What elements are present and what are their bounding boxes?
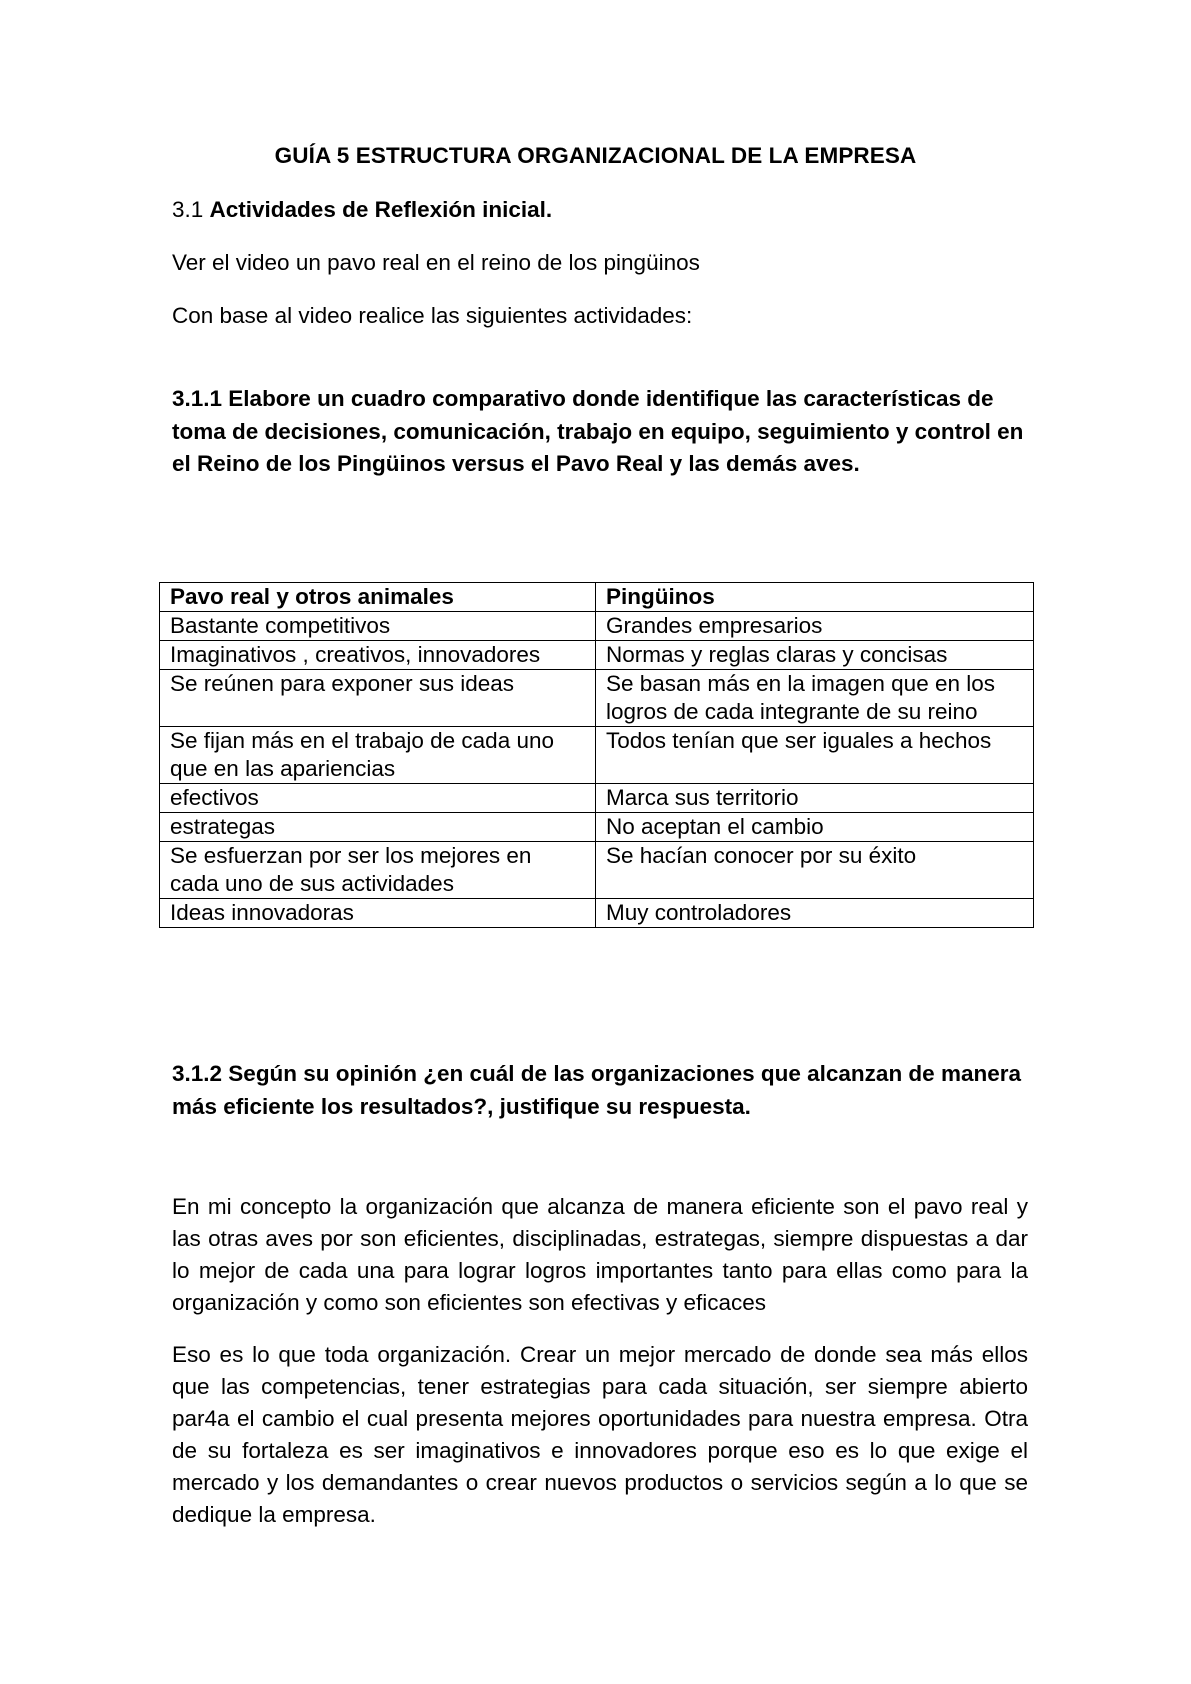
section-3-1-heading bbox=[172, 197, 552, 223]
table-cell: Marca sus territorio bbox=[596, 784, 1034, 813]
table-cell: estrategas bbox=[160, 813, 596, 842]
table-row bbox=[160, 842, 1034, 899]
table-cell: Normas y reglas claras y concisas bbox=[596, 641, 1034, 670]
heading-3-1-1: 3.1.1 Elabore un cuadro comparativo donde identifique las características de toma de decisiones, comunicación, trabajo en equipo, seguimiento y control en el Reino de los Pingüinos versus el Pavo Real y las demás aves. bbox=[172, 386, 1024, 476]
table-row bbox=[160, 813, 1034, 842]
table-cell: Se basan más en la imagen que en los logros de cada integrante de su reino bbox=[596, 670, 1034, 727]
table-cell: Imaginativos , creativos, innovadores bbox=[160, 641, 596, 670]
intro-line-1: Ver el video un pavo real en el reino de los pingüinos bbox=[172, 250, 700, 275]
table-cell: Bastante competitivos bbox=[160, 612, 596, 641]
table-cell: Muy controladores bbox=[596, 899, 1034, 928]
section-number: 3.1 bbox=[172, 197, 210, 222]
table-row bbox=[160, 727, 1034, 784]
table-row bbox=[160, 784, 1034, 813]
table-cell: efectivos bbox=[160, 784, 596, 813]
table-cell: Todos tenían que ser iguales a hechos bbox=[596, 727, 1034, 784]
table-cell: No aceptan el cambio bbox=[596, 813, 1034, 842]
table-cell: Se esfuerzan por ser los mejores en cada uno de sus actividades bbox=[160, 842, 596, 899]
table-row bbox=[160, 612, 1034, 641]
table-row bbox=[160, 641, 1034, 670]
table-cell: Se fijan más en el trabajo de cada uno que en las apariencias bbox=[160, 727, 596, 784]
answer-paragraph-1: En mi concepto la organización que alcanza de manera eficiente son el pavo real y las otras aves por son eficientes, disciplinadas, estrategas, siempre dispuestas a dar lo mejor de cada una para lograr logros importantes tanto para ellas como para la organización y como son eficientes son efectivas y eficaces bbox=[172, 1194, 1028, 1315]
comparison-table bbox=[159, 582, 1034, 928]
page-title: GUÍA 5 ESTRUCTURA ORGANIZACIONAL DE LA EMPRESA bbox=[274, 143, 917, 168]
header-pavo-real: Pavo real y otros animales bbox=[160, 583, 596, 612]
table-cell: Se hacían conocer por su éxito bbox=[596, 842, 1034, 899]
table-row bbox=[160, 670, 1034, 727]
table-header-row bbox=[160, 583, 1034, 612]
table-cell: Grandes empresarios bbox=[596, 612, 1034, 641]
answer-paragraph-2: Eso es lo que toda organización. Crear un mejor mercado de donde sea más ellos que las competencias, tener estrategias para cada situación, ser siempre abierto par4a el cambio el cual presenta mejores oportunidades para nuestra empresa. Otra de su fortaleza es ser imaginativos e innovadores porque eso es lo que exige el mercado y los demandantes o crear nuevos productos o servicios según a lo que se dedique la empresa. bbox=[172, 1342, 1028, 1527]
table-row bbox=[160, 899, 1034, 928]
header-pinguinos: Pingüinos bbox=[596, 583, 1034, 612]
table-cell: Se reúnen para exponer sus ideas bbox=[160, 670, 596, 727]
intro-line-2: Con base al video realice las siguientes actividades: bbox=[172, 303, 693, 328]
section-label: Actividades de Reflexión inicial. bbox=[209, 197, 553, 222]
table-cell: Ideas innovadoras bbox=[160, 899, 596, 928]
heading-3-1-2: 3.1.2 Según su opinión ¿en cuál de las organizaciones que alcanzan de manera más eficiente los resultados?, justifique su respuesta. bbox=[172, 1061, 1021, 1119]
